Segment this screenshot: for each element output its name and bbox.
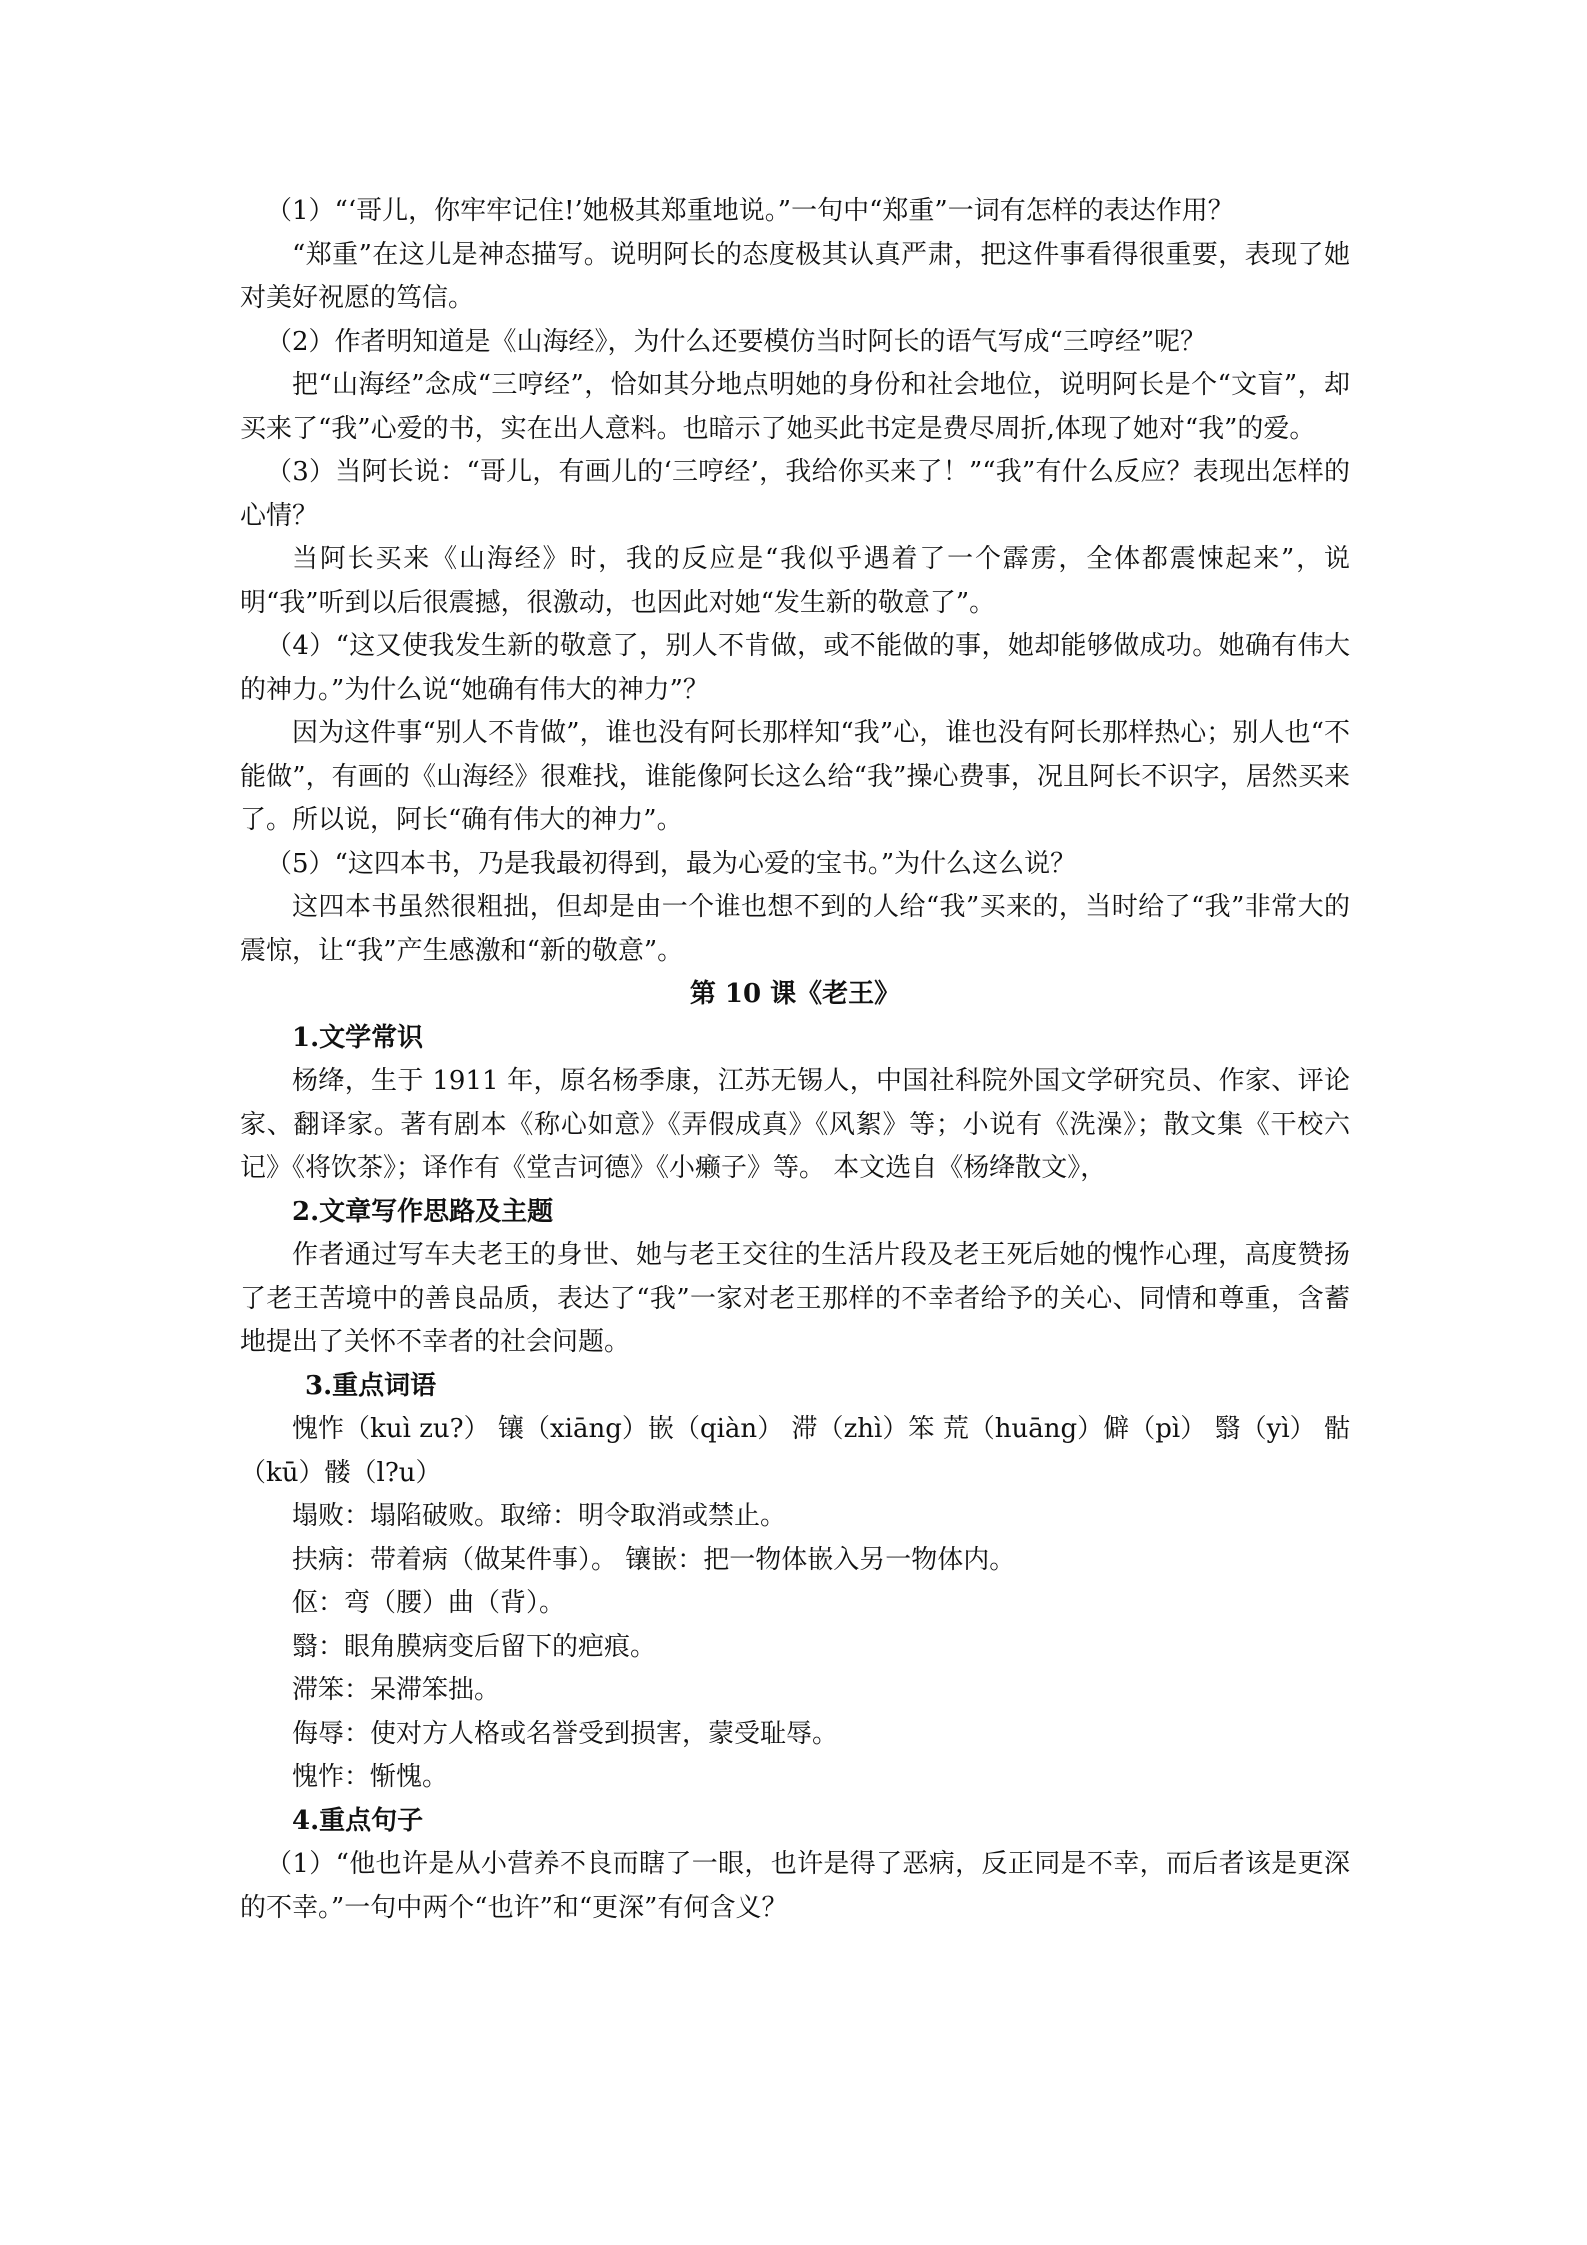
lesson-title: 第 10 课《老王》 bbox=[689, 979, 901, 1009]
definition-line: 侮辱：使对方人格或名誉受到损害，蒙受耻辱。 bbox=[292, 1718, 839, 1749]
answer-1: “郑重”在这儿是神态描写。说明阿长的态度极其认真严肃，把这件事看得很重要，表现了她对美好祝愿的笃信。 bbox=[240, 239, 1350, 313]
pinyin-line: 愧怍（kuì zu?） 镶（xiāng）嵌（qiàn） 滞（zhì）笨 荒（huāng）僻（pì） 翳（yì） 骷（kū）髅（l?u） bbox=[240, 1414, 1350, 1488]
definition-line: 塌败：塌陷破败。取缔：明令取消或禁止。 bbox=[292, 1501, 787, 1531]
definition-line: 愧怍：惭愧。 bbox=[292, 1762, 449, 1792]
question-2: （2）作者明知道是《山海经》，为什么还要模仿当时阿长的语气写成“三哼经”呢？ bbox=[266, 326, 1207, 357]
answer-5: 这四本书虽然很粗拙，但却是由一个谁也想不到的人给“我”买来的，当时给了“我”非常大的震惊，让“我”产生感激和“新的敬意”。 bbox=[240, 892, 1350, 966]
key-sentence-question: （1）“他也许是从小营养不良而瞎了一眼，也许是得了恶病，反正同是不幸，而后者该是更深的不幸。”一句中两个“也许”和“更深”有何含义？ bbox=[240, 1849, 1350, 1923]
definition-line: 翳：眼角膜病变后留下的疤痕。 bbox=[292, 1631, 657, 1662]
document-page bbox=[240, 190, 1350, 1930]
question-4: （4）“这又使我发生新的敬意了，别人不肯做，或不能做的事，她却能够做成功。她确有伟大的神力。”为什么说“她确有伟大的神力”？ bbox=[240, 631, 1350, 705]
question-1: （1）“‘哥儿，你牢牢记住!’她极其郑重地说。”一句中“郑重”一词有怎样的表达作用？ bbox=[266, 196, 1234, 226]
question-3: （3）当阿长说：“哥儿，有画儿的‘三哼经’，我给你买来了！”“我”有什么反应？表现出怎样的心情？ bbox=[240, 457, 1350, 531]
section-heading-key-sentences: 4.重点句子 bbox=[292, 1805, 424, 1836]
section-heading-literary-knowledge: 1.文学常识 bbox=[292, 1022, 424, 1053]
section-text-theme: 作者通过写车夫老王的身世、她与老王交往的生活片段及老王死后她的愧怍心理，高度赞扬了老王苦境中的善良品质，表达了“我”一家对老王那样的不幸者给予的关心、同情和尊重，含蓄地提出了关怀不幸者的社会问题。 bbox=[240, 1240, 1350, 1357]
section-heading-theme: 2.文章写作思路及主题 bbox=[292, 1196, 554, 1227]
definition-line: 滞笨：呆滞笨拙。 bbox=[292, 1675, 501, 1705]
section-heading-key-words: 3.重点词语 bbox=[305, 1370, 437, 1401]
answer-3: 当阿长买来《山海经》时，我的反应是“我似乎遇着了一个霹雳，全体都震悚起来”，说明“我”听到以后很震撼，很激动，也因此对她“发生新的敬意了”。 bbox=[240, 544, 1350, 618]
question-5: （5）“这四本书，乃是我最初得到，最为心爱的宝书。”为什么这么说？ bbox=[266, 848, 1077, 879]
answer-4: 因为这件事“别人不肯做”，谁也没有阿长那样知“我”心，谁也没有阿长那样热心；别人也“不能做”，有画的《山海经》很难找，谁能像阿长这么给“我”操心费事，况且阿长不识字，居然买来了。所以说，阿长“确有伟大的神力”。 bbox=[240, 718, 1350, 835]
answer-2: 把“山海经”念成“三哼经”，恰如其分地点明她的身份和社会地位，说明阿长是个“文盲”，却买来了“我”心爱的书，实在出人意料。也暗示了她买此书定是费尽周折,体现了她对“我”的爱。 bbox=[240, 370, 1350, 444]
section-text-literary-knowledge: 杨绛，生于 1911 年，原名杨季康，江苏无锡人，中国社科院外国文学研究员、作家、评论家、翻译家。著有剧本《称心如意》《弄假成真》《风絮》等；小说有《洗澡》；散文集《干校六记》《将饮茶》；译作有《堂吉诃德》《小癞子》等。 本文选自《杨绛散文》， bbox=[240, 1066, 1350, 1183]
definition-line: 扶病：带着病（做某件事）。 镶嵌：把一物体嵌入另一物体内。 bbox=[292, 1544, 1016, 1575]
definition-line: 伛：弯（腰）曲（背）。 bbox=[292, 1588, 566, 1618]
